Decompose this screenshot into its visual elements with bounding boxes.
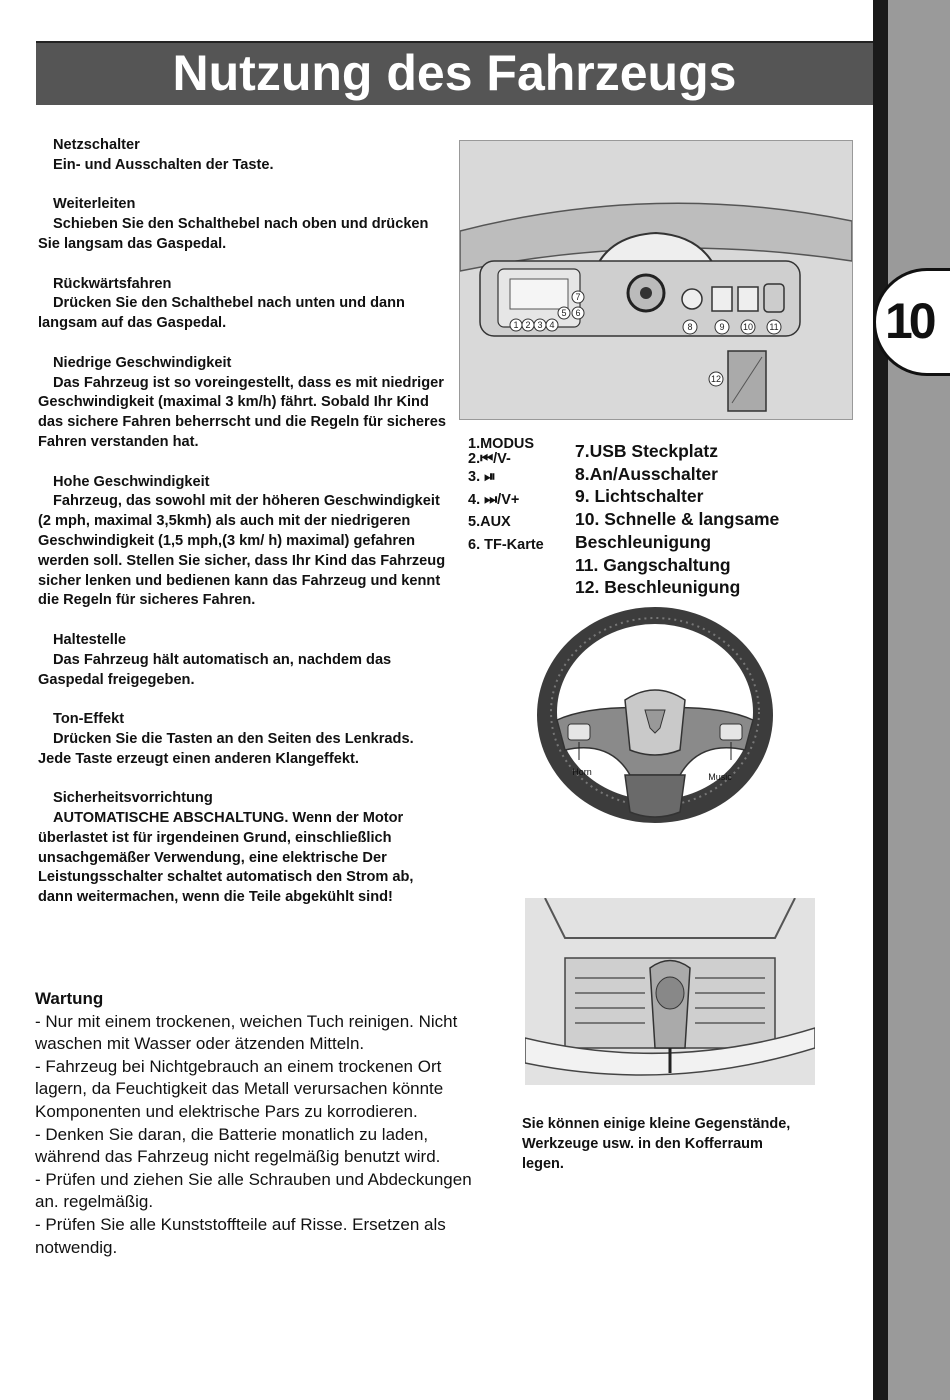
horn-label: Horn [572, 767, 592, 777]
callout-10 [741, 320, 755, 334]
maintenance-item: - Prüfen Sie alle Kunststoffteile auf Risse. Ersetzen als notwendig. [35, 1214, 446, 1257]
section-text: Ein- und Ausschalten der Taste. [53, 156, 274, 173]
svg-text:7: 7 [575, 292, 581, 302]
instructions-column [38, 136, 450, 928]
section-text: Drücken Sie die Tasten an den Seiten des Lenkrads. Jede Taste erzeugt einen anderen Klangeffekt. [38, 730, 414, 767]
section-forward [38, 195, 450, 254]
section-heading: Haltestelle [53, 631, 127, 648]
svg-text:1: 1 [513, 320, 519, 330]
legend-item: 4. ⏭/V+ [468, 491, 520, 508]
maintenance-item: - Nur mit einem trockenen, weichen Tuch reinigen. Nicht waschen mit Wasser oder ätzenden Mitteln. [35, 1011, 458, 1054]
dashboard-legend-right [575, 440, 779, 599]
section-text: AUTOMATISCHE ABSCHALTUNG. Wenn der Motor überlastet ist für irgendeinen Grund, einschließlich unsachgemäßer Verwendung, eine elektrische Der Leistungsschalter schaltet automatisch den Strom ab, dann weitermachen, wenn die Teile abgekühlt sind! [38, 810, 414, 906]
svg-text:10: 10 [742, 322, 754, 332]
legend-item: 7.USB Steckplatz [575, 441, 718, 461]
svg-text:12: 12 [710, 374, 722, 384]
legend-item: 8.An/Ausschalter [575, 463, 718, 484]
section-safety [38, 789, 450, 908]
callout-6 [572, 307, 584, 319]
music-label: Music [708, 772, 732, 782]
page-title: Nutzung des Fahrzeugs [172, 45, 737, 101]
section-heading: Rückwärtsfahren [53, 275, 172, 292]
side-bar-grey [888, 0, 950, 1400]
section-text: Drücken Sie den Schalthebel nach unten und dann langsam auf das Gaspedal. [38, 295, 405, 332]
section-heading: Hohe Geschwindigkeit [53, 473, 210, 490]
callout-8 [683, 320, 697, 334]
legend-item: 5.AUX [468, 514, 511, 530]
dashboard-illustration [459, 140, 853, 420]
callout-5 [558, 307, 570, 319]
callout-11 [767, 320, 781, 334]
legend-item: 1.MODUS [468, 436, 535, 452]
section-text: Schieben Sie den Schalthebel nach oben und drücken Sie langsam das Gaspedal. [38, 216, 429, 252]
svg-text:11: 11 [769, 322, 779, 332]
maintenance-section [35, 988, 475, 1259]
legend-item: 12. Beschleunigung [575, 577, 741, 598]
section-text: Das Fahrzeug ist so voreingestellt, dass es mit niedriger Geschwindigkeit (maximal 3 km/h) fährt. Sobald Ihr Kind das sichere Fahren beherrscht und die Regeln für sicheres Fahren verstanden hat. [38, 374, 446, 450]
section-power-switch [38, 136, 450, 176]
section-heading: Sicherheitsvorrichtung [53, 790, 213, 807]
section-stop [38, 631, 450, 690]
callout-9 [715, 320, 729, 334]
svg-text:4: 4 [549, 320, 555, 330]
legend-item: 2.⏮/V- [468, 451, 511, 467]
section-high-speed [38, 473, 450, 612]
trunk-caption-text: Sie können einige kleine Gegenstände, Werkzeuge usw. in den Kofferraum legen. [522, 1116, 791, 1172]
maintenance-heading: Wartung [35, 989, 104, 1008]
steering-wheel-illustration [530, 600, 780, 835]
callout-12 [709, 372, 723, 386]
maintenance-item: - Prüfen und ziehen Sie alle Schrauben und Abdeckungen an. regelmäßig. [35, 1169, 472, 1212]
section-heading: Weiterleiten [53, 196, 136, 213]
maintenance-item: - Fahrzeug bei Nichtgebrauch an einem trockenen Ort lagern, da Feuchtigkeit das Metall verursachen könnte Komponenten und elektrische Pars zu korrodieren. [35, 1056, 444, 1121]
svg-text:9: 9 [719, 322, 725, 332]
legend-item: 3. ⏯ [468, 469, 496, 485]
legend-item: Beschleunigung [575, 531, 712, 552]
callout-1 [510, 319, 522, 331]
svg-text:3: 3 [537, 320, 543, 330]
legend-item: 11. Gangschaltung [575, 554, 731, 575]
svg-text:6: 6 [575, 308, 581, 318]
section-sound-effect [38, 710, 450, 769]
section-low-speed [38, 354, 450, 453]
legend-item: 6. TF-Karte [468, 536, 544, 553]
callout-4 [546, 319, 558, 331]
legend-item: 9. Lichtschalter [575, 486, 704, 507]
dashboard-legend-left [468, 436, 544, 556]
section-text: Das Fahrzeug hält automatisch an, nachdem das Gaspedal freigegeben. [38, 651, 392, 688]
section-text: Fahrzeug, das sowohl mit der höheren Geschwindigkeit (2 mph, maximal 3,5kmh) als auch mit der niedrigeren Geschwindigkeit (1,5 mph,(3 km/ h) maximal) gefahren werden soll. Stellen Sie sicher, dass Ihr Kind das Fahrzeug sicher lenken und bedienen kann das Fahrzeug und kennt die Regeln für sicheres Fahren. [38, 493, 446, 609]
section-reverse [38, 275, 450, 334]
legend-item: 10. Schnelle & langsame [575, 509, 780, 530]
maintenance-item: - Denken Sie daran, die Batterie monatlich zu laden, während das Fahrzeug nicht regelmäßig benutzt wird. [35, 1124, 441, 1167]
title-banner [36, 41, 873, 105]
callout-2 [522, 319, 534, 331]
callout-7 [572, 291, 584, 303]
page-number: 10 [885, 293, 933, 349]
svg-text:8: 8 [687, 322, 693, 332]
section-heading: Niedrige Geschwindigkeit [53, 354, 232, 371]
section-heading: Netzschalter [53, 137, 140, 153]
trunk-illustration [525, 898, 815, 1085]
section-heading: Ton-Effekt [53, 711, 125, 728]
callout-3 [534, 319, 546, 331]
svg-text:5: 5 [561, 308, 567, 318]
svg-text:2: 2 [525, 320, 531, 330]
trunk-caption [522, 1114, 802, 1174]
